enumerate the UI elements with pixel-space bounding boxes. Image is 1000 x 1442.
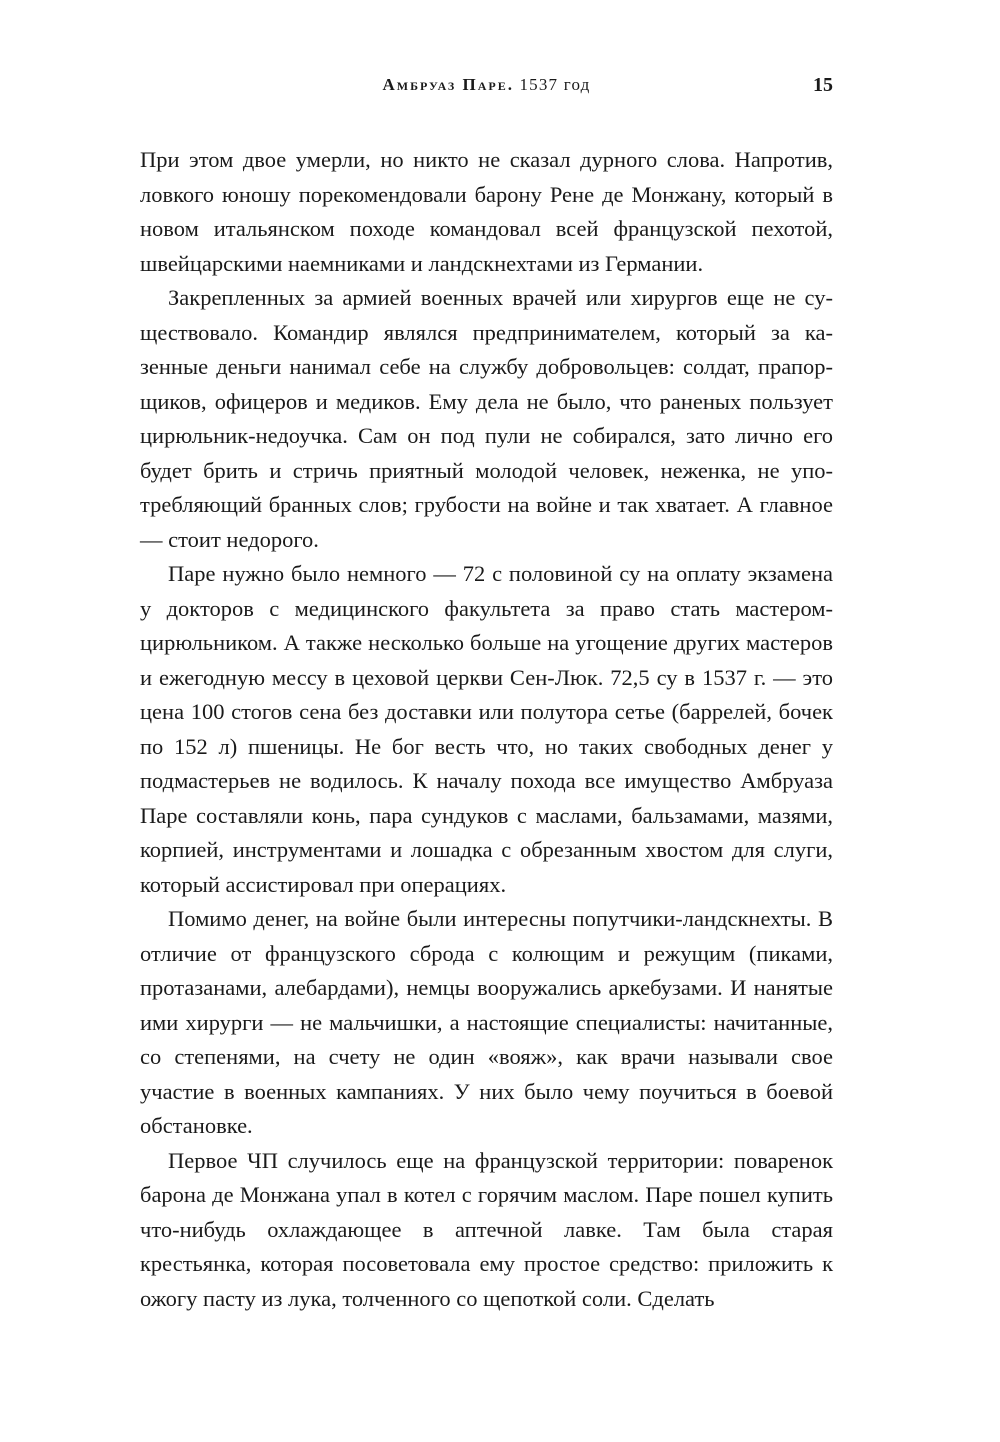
- running-title-author: Амбруаз Паре.: [382, 75, 514, 94]
- paragraph-2: Закрепленных за армией военных врачей или хирургов еще не существовало. Командир являлся предпринимателем, который за казенные деньги нанимал себе на службу добровольцев: солдат, прапорщиков, офицеров и медиков. Ему дела не было, что раненых пользует цирюльник-недоучка. Сам он под пули не собирался, зато лично его будет брить и стричь приятный молодой человек, неженка, не употребляющий бранных слов; грубости на войне и так хватает. А главное — стоит недорого.: [140, 285, 833, 552]
- paragraph-5: Первое ЧП случилось еще на французской территории: поварeнок барона де Монжана упал в котел с горячим маслом. Паре пошел купить что-нибудь охлаждающее в аптечной лавке. Там была старая крестьянка, которая посоветовала ему простое средство: приложить к ожогу пасту из лука, толченного со щепоткой соли. Сделать: [140, 1147, 833, 1311]
- running-title: [140, 70, 833, 100]
- running-head: [140, 70, 833, 100]
- page-number: 15: [813, 74, 833, 96]
- paragraph-1: При этом двое умерли, но никто не сказал дурного слова. Напротив, ловкого юношу порекомендовали барону Рене де Монжану, который в новом итальянском походе командовал всей французской пехотой, швейцарскими наемниками и ландскнехтами из Германии.: [140, 147, 833, 276]
- body-text: [140, 143, 833, 1316]
- paragraph-4: Помимо денег, на войне были интересны попутчики-ландскнехты. В отличие от французского сброда с колющим и режущим (пиками, протазанами, алебардами), немцы вооружались аркебузами. И нанятые ими хирурги — не мальчишки, а настоящие специалисты: начитанные, со степенями, на счету не один «вояж», как врачи называли свое участие в военных кампаниях. У них было чему поучиться в боевой обстановке.: [140, 906, 833, 1138]
- paragraph-3: Паре нужно было немного — 72 с половиной су на оплату экзамена у докторов с медицинского факультета за право стать мастером-цирюльником. А также несколько больше на угощение других мастеров и ежегодную мессу в цеховой церкви Сен-Люк. 72,5 су в 1537 г. — это цена 100 стогов сена без доставки или полутора сетье (баррелей, бочек по 152 л) пшеницы. Не бог весть что, но таких свободных денег у подмастерьев не водилось. К началу похода все имущество Амбруаза Паре составляли конь, пара сундуков с маслами, бальзамами, мазями, корпией, инструментами и лошадка с обрезанным хвостом для слуги, который ассистировал при операциях.: [140, 561, 833, 897]
- running-title-year: 1537 год: [519, 75, 591, 94]
